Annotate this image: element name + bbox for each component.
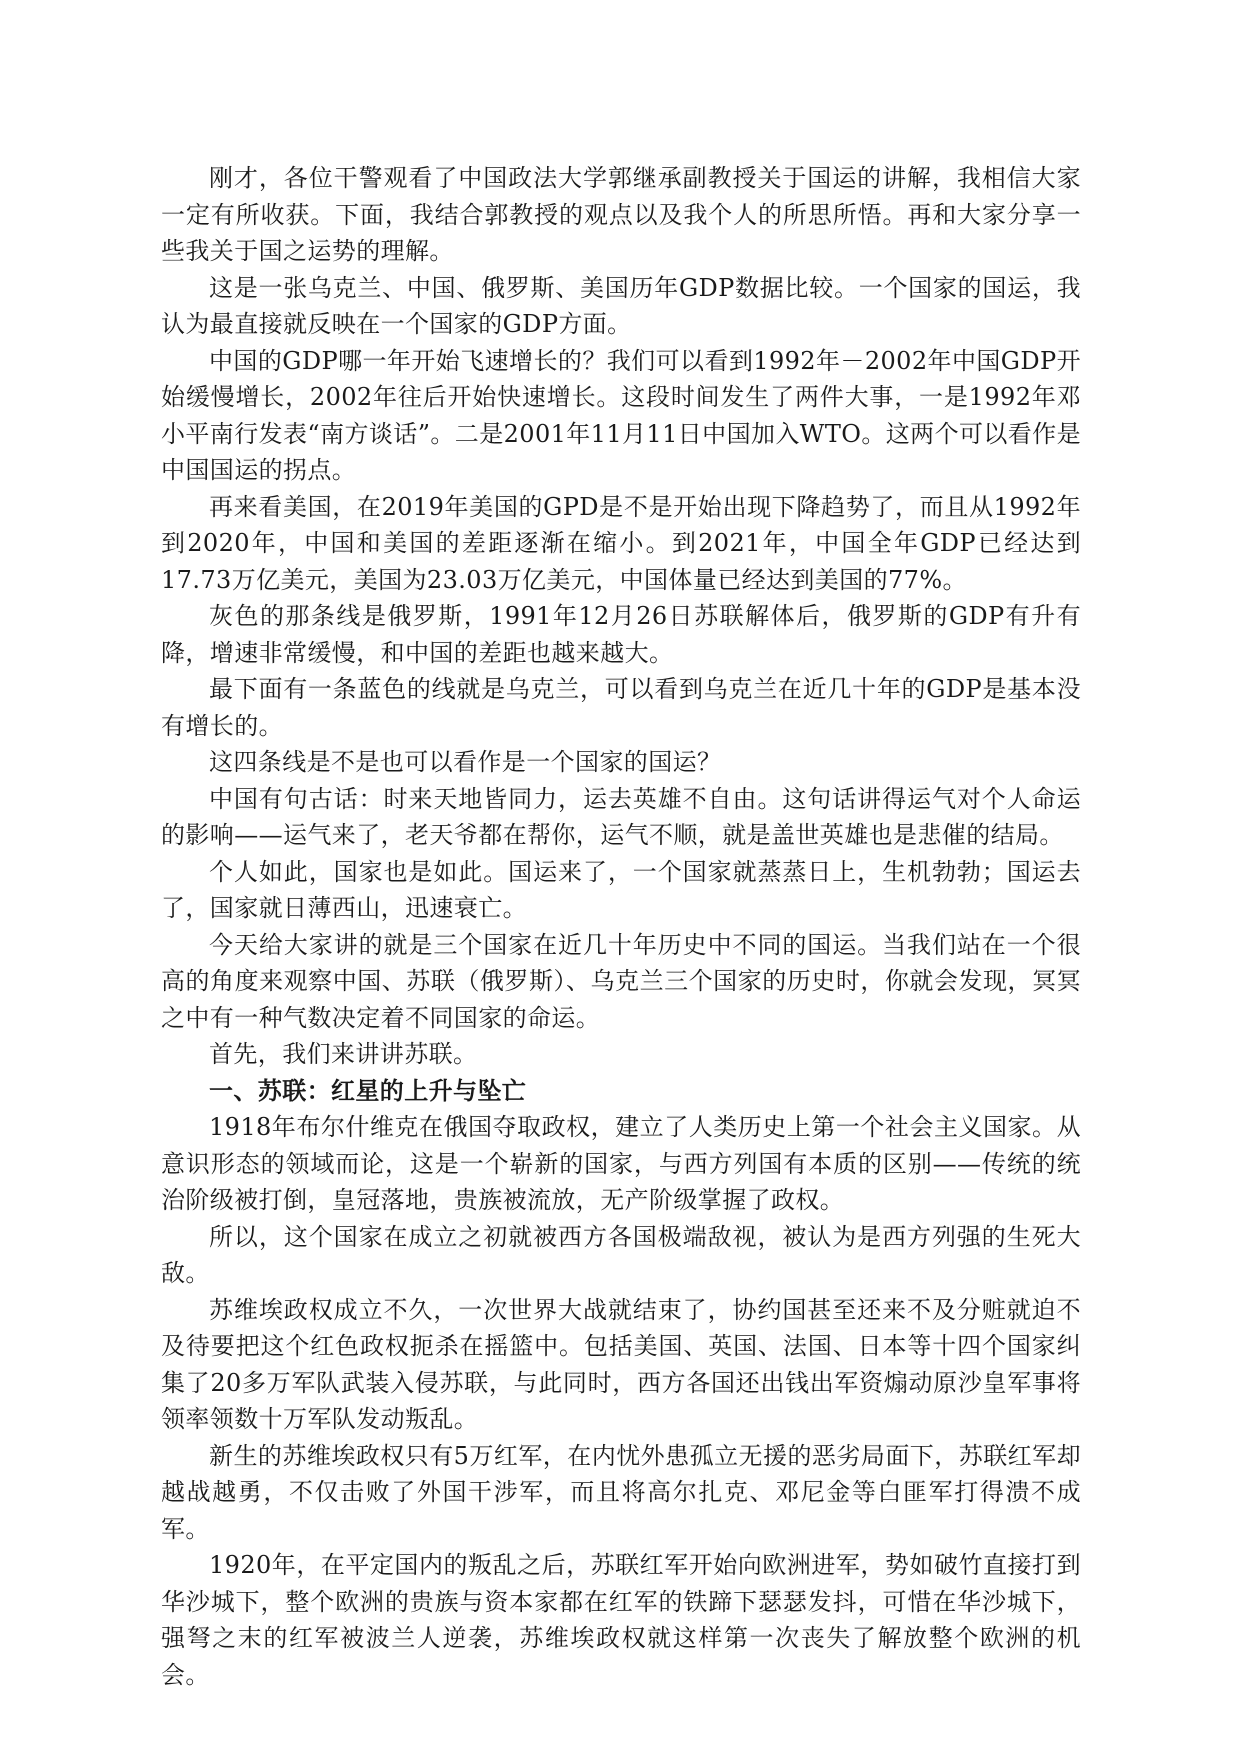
paragraph: 这是一张乌克兰、中国、俄罗斯、美国历年GDP数据比较。一个国家的国运，我认为最直接就反映在一个国家的GDP方面。: [161, 273, 1081, 338]
paragraph: 刚才，各位干警观看了中国政法大学郭继承副教授关于国运的讲解，我相信大家一定有所收获。下面，我结合郭教授的观点以及我个人的所思所悟。再和大家分享一些我关于国之运势的理解。: [161, 164, 1081, 265]
paragraph: 首先，我们来讲讲苏联。: [209, 1040, 478, 1068]
paragraph: 灰色的那条线是俄罗斯，1991年12月26日苏联解体后，俄罗斯的GDP有升有降，增速非常缓慢，和中国的差距也越来越大。: [161, 602, 1081, 667]
paragraph: 1918年布尔什维克在俄国夺取政权，建立了人类历史上第一个社会主义国家。从意识形态的领域而论，这是一个崭新的国家，与西方列国有本质的区别——传统的统治阶级被打倒，皇冠落地，贵族被流放，无产阶级掌握了政权。: [161, 1113, 1081, 1214]
paragraph: 中国的GDP哪一年开始飞速增长的？我们可以看到1992年－2002年中国GDP开始缓慢增长，2002年往后开始快速增长。这段时间发生了两件大事，一是1992年邓小平南行发表“南方谈话”。二是2001年11月11日中国加入WTO。这两个可以看作是中国国运的拐点。: [161, 346, 1081, 484]
paragraph: 最下面有一条蓝色的线就是乌克兰，可以看到乌克兰在近几十年的GDP是基本没有增长的。: [161, 675, 1081, 740]
paragraph: 这四条线是不是也可以看作是一个国家的国运？: [209, 748, 722, 776]
paragraph: 所以，这个国家在成立之初就被西方各国极端敌视，被认为是西方列强的生死大敌。: [161, 1222, 1081, 1287]
paragraph: 1920年，在平定国内的叛乱之后，苏联红军开始向欧洲进军，势如破竹直接打到华沙城下，整个欧洲的贵族与资本家都在红军的铁蹄下瑟瑟发抖，可惜在华沙城下，强弩之末的红军被波兰人逆袭，苏维埃政权就这样第一次丧失了解放整个欧洲的机会。: [161, 1551, 1081, 1689]
paragraph: 再来看美国，在2019年美国的GPD是不是开始出现下降趋势了，而且从1992年到2020年，中国和美国的差距逐渐在缩小。到2021年，中国全年GDP已经达到17.73万亿美元，美国为23.03万亿美元，中国体量已经达到美国的77%。: [161, 492, 1081, 594]
paragraph: 新生的苏维埃政权只有5万红军，在内忧外患孤立无援的恶劣局面下，苏联红军却越战越勇，不仅击败了外国干涉军，而且将高尔扎克、邓尼金等白匪军打得溃不成军。: [161, 1441, 1081, 1543]
paragraph: 个人如此，国家也是如此。国运来了，一个国家就蒸蒸日上，生机勃勃；国运去了，国家就日薄西山，迅速衰亡。: [161, 857, 1081, 922]
section-heading: 一、苏联：红星的上升与坠亡: [209, 1075, 527, 1105]
document-page: [161, 160, 1081, 1693]
paragraph: 中国有句古话：时来天地皆同力，运去英雄不自由。这句话讲得运气对个人命运的影响——运气来了，老天爷都在帮你，运气不顺，就是盖世英雄也是悲催的结局。: [161, 784, 1081, 849]
paragraph: 苏维埃政权成立不久，一次世界大战就结束了，协约国甚至还来不及分赃就迫不及待要把这个红色政权扼杀在摇篮中。包括美国、英国、法国、日本等十四个国家纠集了20多万军队武装入侵苏联，与此同时，西方各国还出钱出军资煽动原沙皇军事将领率领数十万军队发动叛乱。: [161, 1295, 1081, 1433]
paragraph: 今天给大家讲的就是三个国家在近几十年历史中不同的国运。当我们站在一个很高的角度来观察中国、苏联（俄罗斯）、乌克兰三个国家的历史时，你就会发现，冥冥之中有一种气数决定着不同国家的命运。: [161, 930, 1081, 1032]
